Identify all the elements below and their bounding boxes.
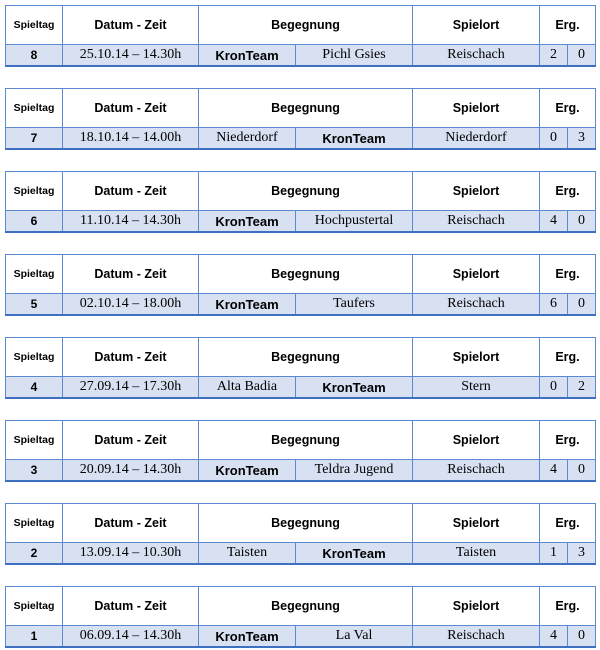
header-fixture: Begegnung	[199, 421, 413, 460]
away-team: Hochpustertal	[296, 211, 413, 233]
match-row	[6, 45, 596, 67]
header-matchday: Spieltag	[6, 338, 63, 377]
match-datetime: 11.10.14 – 14.30h	[63, 211, 199, 233]
away-team: La Val	[296, 626, 413, 648]
matchday-number: 4	[6, 377, 63, 399]
home-team: Niederdorf	[199, 128, 296, 150]
match-table	[5, 254, 596, 316]
header-row	[6, 6, 596, 45]
header-venue: Spielort	[413, 255, 540, 294]
matchday-number: 6	[6, 211, 63, 233]
header-fixture: Begegnung	[199, 172, 413, 211]
header-venue: Spielort	[413, 421, 540, 460]
match-table	[5, 503, 596, 565]
match-table	[5, 5, 596, 67]
home-team: KronTeam	[199, 294, 296, 316]
header-fixture: Begegnung	[199, 6, 413, 45]
header-fixture: Begegnung	[199, 504, 413, 543]
header-result: Erg.	[540, 255, 596, 294]
header-matchday: Spieltag	[6, 421, 63, 460]
away-score: 0	[568, 294, 596, 316]
header-venue: Spielort	[413, 587, 540, 626]
home-team: Taisten	[199, 543, 296, 565]
match-venue: Reischach	[413, 294, 540, 316]
match-table	[5, 171, 596, 233]
header-datetime: Datum - Zeit	[63, 338, 199, 377]
header-fixture: Begegnung	[199, 255, 413, 294]
match-datetime: 18.10.14 – 14.00h	[63, 128, 199, 150]
header-fixture: Begegnung	[199, 89, 413, 128]
match-row	[6, 543, 596, 565]
header-datetime: Datum - Zeit	[63, 587, 199, 626]
header-datetime: Datum - Zeit	[63, 89, 199, 128]
away-score: 3	[568, 128, 596, 150]
header-result: Erg.	[540, 421, 596, 460]
header-datetime: Datum - Zeit	[63, 255, 199, 294]
header-matchday: Spieltag	[6, 587, 63, 626]
away-score: 3	[568, 543, 596, 565]
away-team: KronTeam	[296, 377, 413, 399]
header-datetime: Datum - Zeit	[63, 421, 199, 460]
match-venue: Niederdorf	[413, 128, 540, 150]
header-fixture: Begegnung	[199, 338, 413, 377]
home-team: Alta Badia	[199, 377, 296, 399]
home-team: KronTeam	[199, 45, 296, 67]
match-datetime: 20.09.14 – 14.30h	[63, 460, 199, 482]
away-team: KronTeam	[296, 128, 413, 150]
match-datetime: 06.09.14 – 14.30h	[63, 626, 199, 648]
match-table	[5, 420, 596, 482]
match-venue: Taisten	[413, 543, 540, 565]
match-row	[6, 128, 596, 150]
away-team: Taufers	[296, 294, 413, 316]
away-score: 0	[568, 45, 596, 67]
header-result: Erg.	[540, 338, 596, 377]
match-venue: Reischach	[413, 211, 540, 233]
away-score: 2	[568, 377, 596, 399]
header-row	[6, 504, 596, 543]
header-fixture: Begegnung	[199, 587, 413, 626]
match-row	[6, 377, 596, 399]
header-row	[6, 255, 596, 294]
header-result: Erg.	[540, 172, 596, 211]
home-team: KronTeam	[199, 460, 296, 482]
match-datetime: 02.10.14 – 18.00h	[63, 294, 199, 316]
home-team: KronTeam	[199, 626, 296, 648]
match-row	[6, 626, 596, 648]
match-venue: Stern	[413, 377, 540, 399]
home-score: 4	[540, 460, 568, 482]
home-score: 2	[540, 45, 568, 67]
header-row	[6, 172, 596, 211]
home-score: 1	[540, 543, 568, 565]
match-venue: Reischach	[413, 460, 540, 482]
home-score: 0	[540, 128, 568, 150]
header-datetime: Datum - Zeit	[63, 172, 199, 211]
match-table	[5, 337, 596, 399]
away-team: Pichl Gsies	[296, 45, 413, 67]
header-row	[6, 89, 596, 128]
header-row	[6, 338, 596, 377]
matchday-number: 8	[6, 45, 63, 67]
matchday-number: 3	[6, 460, 63, 482]
header-matchday: Spieltag	[6, 172, 63, 211]
header-venue: Spielort	[413, 338, 540, 377]
away-score: 0	[568, 626, 596, 648]
home-score: 4	[540, 211, 568, 233]
header-matchday: Spieltag	[6, 6, 63, 45]
away-team: KronTeam	[296, 543, 413, 565]
home-score: 6	[540, 294, 568, 316]
away-team: Teldra Jugend	[296, 460, 413, 482]
away-score: 0	[568, 460, 596, 482]
header-result: Erg.	[540, 504, 596, 543]
header-result: Erg.	[540, 587, 596, 626]
matchday-number: 7	[6, 128, 63, 150]
matchday-number: 1	[6, 626, 63, 648]
home-team: KronTeam	[199, 211, 296, 233]
match-datetime: 27.09.14 – 17.30h	[63, 377, 199, 399]
header-venue: Spielort	[413, 89, 540, 128]
matchday-number: 5	[6, 294, 63, 316]
header-datetime: Datum - Zeit	[63, 6, 199, 45]
header-matchday: Spieltag	[6, 504, 63, 543]
header-row	[6, 421, 596, 460]
away-score: 0	[568, 211, 596, 233]
header-matchday: Spieltag	[6, 255, 63, 294]
header-result: Erg.	[540, 6, 596, 45]
header-venue: Spielort	[413, 6, 540, 45]
match-table	[5, 88, 596, 150]
match-datetime: 25.10.14 – 14.30h	[63, 45, 199, 67]
match-row	[6, 211, 596, 233]
match-table	[5, 586, 596, 648]
header-row	[6, 587, 596, 626]
matchday-number: 2	[6, 543, 63, 565]
header-result: Erg.	[540, 89, 596, 128]
match-row	[6, 294, 596, 316]
home-score: 4	[540, 626, 568, 648]
header-venue: Spielort	[413, 172, 540, 211]
match-datetime: 13.09.14 – 10.30h	[63, 543, 199, 565]
home-score: 0	[540, 377, 568, 399]
match-venue: Reischach	[413, 626, 540, 648]
match-row	[6, 460, 596, 482]
header-venue: Spielort	[413, 504, 540, 543]
header-matchday: Spieltag	[6, 89, 63, 128]
match-venue: Reischach	[413, 45, 540, 67]
header-datetime: Datum - Zeit	[63, 504, 199, 543]
